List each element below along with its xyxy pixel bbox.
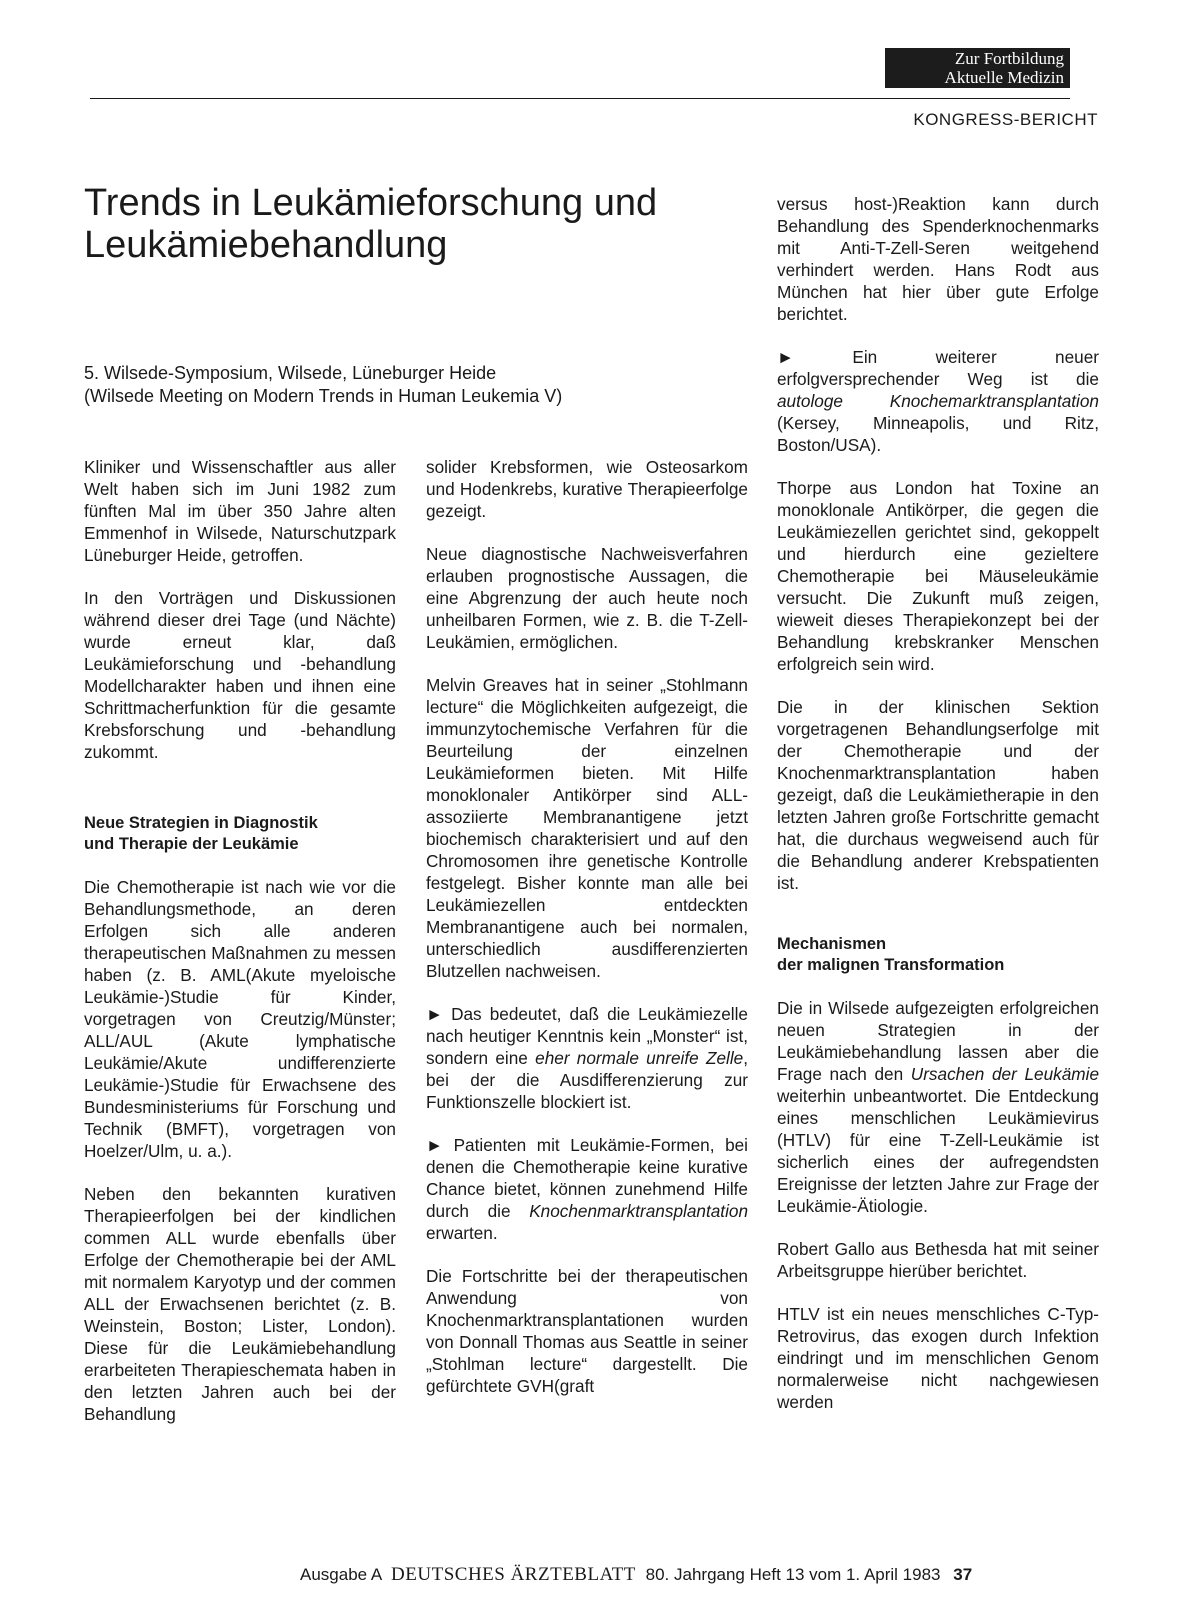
section-heading-line: Neue Strategien in Diagnostik [84, 814, 318, 832]
rubric-line-2: Aktuelle Medizin [944, 68, 1064, 87]
paragraph [777, 346, 1099, 456]
text-run: Die in Wilsede aufgezeigten erfolgreichen neuen Strategien in der Leukämiebehandlung lassen aber die Frage nach den [777, 998, 1099, 1084]
text-run: weiterhin unbeantwortet. Die Entdeckung eines menschlichen Leukämievirus (HTLV) für eine T-Zell-Leukämie ist sicherlich eines der aufregendsten Ereignisse der letzten Jahre zur Frage der Leukämie-Ätiologie. [777, 1086, 1099, 1216]
paragraph: Die Fortschritte bei der therapeutischen Anwendung von Knochenmarktransplantationen wurden von Donnall Thomas aus Seattle in seiner „Stohlman lecture“ dargestellt. Die gefürchtete GVH(graft [426, 1266, 748, 1396]
text-run: Ein weiterer neuer erfolgversprechender Weg ist die [777, 347, 1100, 389]
arrow-bullet-icon: ► [426, 1004, 444, 1024]
paragraph: Robert Gallo aus Bethesda hat mit seiner Arbeitsgruppe hierüber berichtet. [777, 1239, 1099, 1281]
subtitle-line-2: (Wilsede Meeting on Modern Trends in Human Leukemia V) [84, 386, 563, 406]
text-run: erwarten. [426, 1223, 498, 1243]
text-run: , bei der die Ausdifferenzierung zur Funktionszelle blockiert ist. [426, 1048, 748, 1112]
paragraph: Die Chemotherapie ist nach wie vor die Behandlungsmethode, an deren Erfolgen sich alle anderen therapeutischen Maßnahmen zu messen haben (z. B. AML(Akute myeloische Leukämie-)Studie für Kinder, vorgetragen von Creutzig/Münster; ALL/AUL (Akute lymphatische Leukämie/Akute undifferenzierte Leukämie-)Studie für Erwachsene des Bundesministeriums für Forschung und Technik (BMFT), vorgetragen von Hoelzer/Ulm, u. a.). [84, 877, 396, 1161]
section-heading-line: und Therapie der Leukämie [84, 835, 299, 853]
footer-edition: Ausgabe A [300, 1565, 382, 1584]
paragraph: solider Krebsformen, wie Osteosarkom und Hodenkrebs, kurative Therapieerfolge gezeigt. [426, 457, 748, 521]
paragraph: Neben den bekannten kurativen Therapieerfolgen bei der kindlichen commen ALL wurde ebenfalls über Erfolge der Chemotherapie bei der AML mit normalem Karyotyp und der commen ALL der Erwachsenen berichtet (z. B. Weinstein, Boston; Lister, London). Diese für die Leukämiebehandlung erarbeiteten Therapieschemata haben in den letzten Jahren auch bei der Behandlung [84, 1184, 396, 1424]
arrow-bullet-icon: ► [426, 1135, 444, 1155]
emphasis: autologe Knochemarktransplantation [777, 391, 1099, 411]
section-heading-line: der malignen Transformation [777, 956, 1005, 974]
paragraph: Neue diagnostische Nachweisverfahren erlauben prognostische Aussagen, die eine Abgrenzung der auch heute noch unheilbaren Formen, wie z. B. die T-Zell-Leukämien, ermöglichen. [426, 544, 748, 652]
text-column-3 [777, 193, 1099, 1434]
paragraph [777, 997, 1099, 1217]
arrow-bullet-icon: ► [777, 347, 795, 367]
paragraph: In den Vorträgen und Diskussionen während dieser drei Tage (und Nächte) wurde erneut klar, daß Leukämieforschung und -behandlung Modellcharakter haben und ihnen eine Schrittmacherfunktion für die gesamte Krebsforschung und -behandlung zukommt. [84, 588, 396, 762]
text-column-1 [84, 456, 396, 1446]
section-heading-line: Mechanismen [777, 935, 887, 953]
paragraph: versus host-)Reaktion kann durch Behandlung des Spenderknochenmarks mit Anti-T-Zell-Seren weitgehend verhindert werden. Hans Rodt aus München hat hier über gute Erfolge berichtet. [777, 194, 1099, 324]
paragraph: Melvin Greaves hat in seiner „Stohlmann lecture“ die Möglichkeiten aufgezeigt, die immunzytochemische Verfahren für die Beurteilung der einzelnen Leukämieformen bieten. Mit Hilfe monoklonaler Antikörper sind ALL-assoziierte Membranantigene jetzt biochemisch charakterisiert und auf den Chromosomen ihre genetische Kontrolle festgelegt. Bisher konnte man alle bei Leukämiezellen entdeckten Membranantigene auch bei normalen, unterschiedlich ausdifferenzierten Blutzellen nachweisen. [426, 675, 748, 981]
article-title: Trends in Leukämieforschung und Leukämiebehandlung [84, 182, 658, 266]
paragraph: Kliniker und Wissenschaftler aus aller Welt haben sich im Juni 1982 zum fünften Mal im über 350 Jahre alten Emmenhof in Wilsede, Naturschutzpark Lüneburger Heide, getroffen. [84, 457, 396, 565]
text-run: (Kersey, Minneapolis, und Ritz, Boston/USA). [777, 413, 1099, 455]
section-heading [84, 813, 396, 855]
paragraph: HTLV ist ein neues menschliches C-Typ-Retrovirus, das exogen durch Infektion eindringt und im menschlichen Genom normalerweise nicht nachgewiesen werden [777, 1304, 1099, 1412]
rubric-badge [885, 48, 1070, 88]
rubric-line-1: Zur Fortbildung [954, 49, 1064, 68]
page-footer [300, 1562, 1080, 1588]
paragraph [426, 1003, 748, 1113]
text-run: Das bedeutet, daß die Leukämiezelle nach heutiger Kenntnis kein „Monster“ ist, sondern eine [426, 1004, 748, 1068]
emphasis: eher normale unreife Zelle [535, 1048, 744, 1068]
paragraph [426, 1134, 748, 1244]
subtitle-line-1: 5. Wilsede-Symposium, Wilsede, Lüneburger Heide [84, 363, 497, 383]
header-rule [90, 98, 1070, 99]
article-subtitle [84, 362, 724, 408]
footer-issue: 80. Jahrgang Heft 13 vom 1. April 1983 [645, 1565, 941, 1584]
text-run: Patienten mit Leukämie-Formen, bei denen die Chemotherapie keine kurative Chance bietet, können zunehmend Hilfe durch die [426, 1135, 749, 1221]
emphasis: Ursachen der Leukämie [910, 1064, 1100, 1084]
text-column-2 [426, 456, 748, 1418]
section-heading [777, 934, 1099, 976]
page-number: 37 [953, 1565, 973, 1584]
footer-journal: DEUTSCHES ÄRZTEBLATT [391, 1564, 636, 1585]
paragraph: Die in der klinischen Sektion vorgetragenen Behandlungserfolge mit der Chemotherapie und der Knochenmarktransplantation haben gezeigt, daß die Leukämietherapie in den letzten Jahren große Fortschritte gemacht hat, die durchaus wegweisend auch für die Behandlung anderer Krebspatienten ist. [777, 697, 1099, 893]
emphasis: Knochenmarktransplantation [529, 1201, 748, 1221]
section-label: KONGRESS-BERICHT [913, 110, 1098, 129]
paragraph: Thorpe aus London hat Toxine an monoklonale Antikörper, die gegen die Leukämiezellen gerichtet sind, gekoppelt und hierdurch eine gezieltere Chemotherapie bei Mäuseleukämie versucht. Die Zukunft muß zeigen, wieweit dieses Therapiekonzept bei der Behandlung krebskranker Menschen erfolgreich sein wird. [777, 478, 1099, 674]
